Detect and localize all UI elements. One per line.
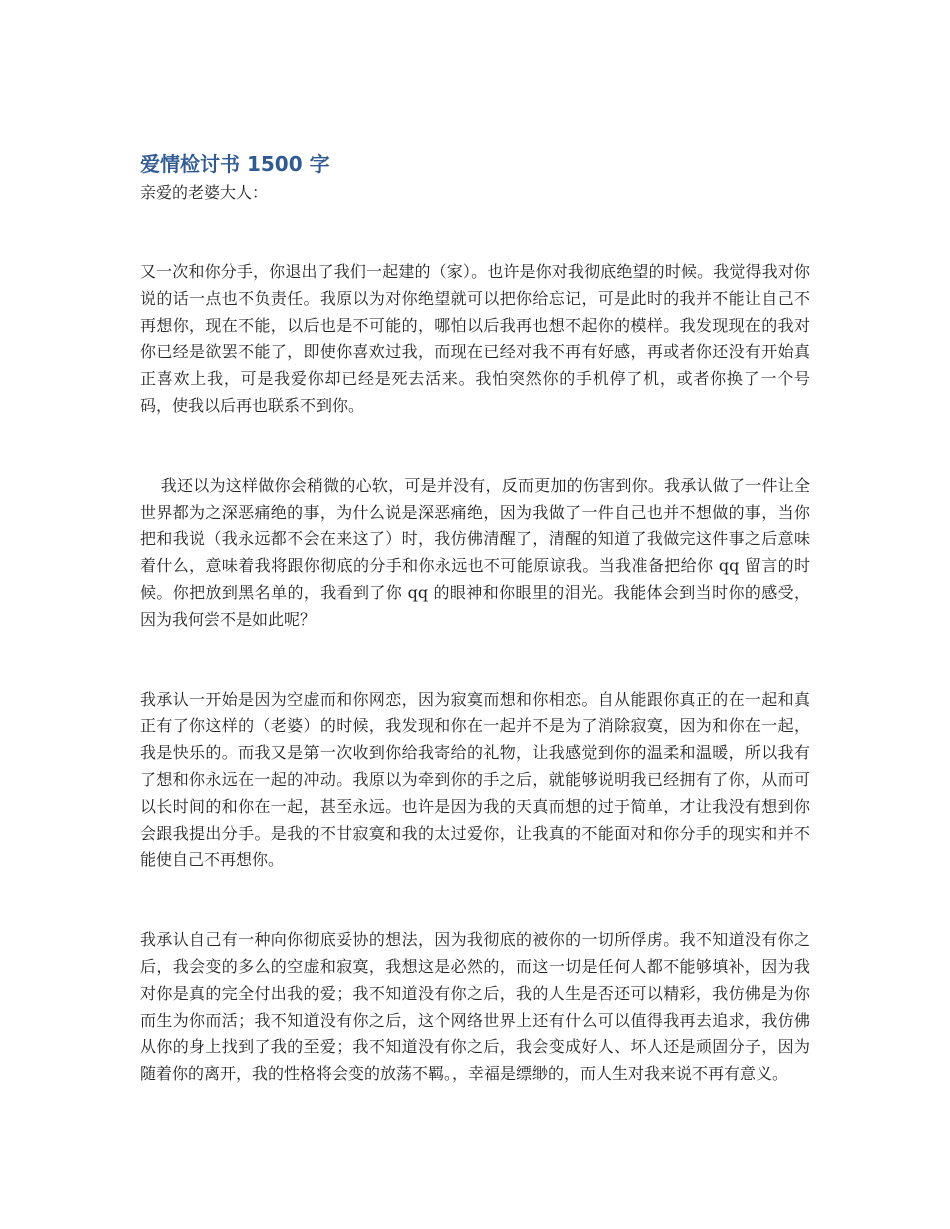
paragraph-1: 又一次和你分手，你退出了我们一起建的（家）。也许是你对我彻底绝望的时候。我觉得我对你说的话一点也不负责任。我原以为对你绝望就可以把你给忘记，可是此时的我并不能让自己不再想你，现在不能，以后也是不可能的，哪怕以后我再也想不起你的模样。我发现现在的我对你已经是欲罢不能了，即使你喜欢过我，而现在已经对我不再有好感，再或者你还没有开始真正喜欢上我，可是我爱你却已经是死去活来。我怕突然你的手机停了机，或者你换了一个号码，使我以后再也联系不到你。 — [140, 262, 810, 415]
document-title: 爱情检讨书 1500 字 — [140, 152, 330, 176]
document-page — [140, 148, 810, 1088]
paragraph-3: 我承认一开始是因为空虚而和你网恋，因为寂寞而想和你相恋。自从能跟你真正的在一起和真正有了你这样的（老婆）的时候，我发现和你在一起并不是为了消除寂寞，因为和你在一起，我是快乐的。而我又是第一次收到你给我寄给的礼物，让我感觉到你的温柔和温暖，所以我有了想和你永远在一起的冲动。我原以为牵到你的手之后，就能够说明我已经拥有了你，从而可以长时间的和你在一起，甚至永远。也许是因为我的天真而想的过于简单，才让我没有想到你会跟我提出分手。是我的不甘寂寞和我的太过爱你，让我真的不能面对和你分手的现实和并不能使自己不再想你。 — [140, 689, 810, 870]
greeting-line: 亲爱的老婆大人： — [140, 183, 269, 202]
paragraph-2: 我还以为这样做你会稍微的心软，可是并没有，反而更加的伤害到你。我承认做了一件让全世界都为之深恶痛绝的事，为什么说是深恶痛绝，因为我做了一件自己也并不想做的事，当你把和我说（我永远都不会在来这了）时，我仿佛清醒了，清醒的知道了我做完这件事之后意味着什么，意味着我将跟你彻底的分手和你永远也不可能原谅我。当我准备把给你 qq 留言的时候。你把放到黑名单的，我看到了你 qq 的眼神和你眼里的泪光。我能体会到当时你的感受，因为我何尝不是如此呢？ — [140, 475, 810, 629]
paragraph-4: 我承认自己有一种向你彻底妥协的想法，因为我彻底的被你的一切所俘虏。我不知道没有你之后，我会变的多么的空虚和寂寞，我想这是必然的，而这一切是任何人都不能够填补，因为我对你是真的完全付出我的爱；我不知道没有你之后，我的人生是否还可以精彩，我仿佛是为你而生为你而活；我不知道没有你之后，这个网络世界上还有什么可以值得我再去追求，我仿佛从你的身上找到了我的至爱；我不知道没有你之后，我会变成好人、坏人还是顽固分子，因为随着你的离开，我的性格将会变的放荡不羁。，幸福是缥缈的，而人生对我来说不再有意义。 — [140, 930, 810, 1084]
